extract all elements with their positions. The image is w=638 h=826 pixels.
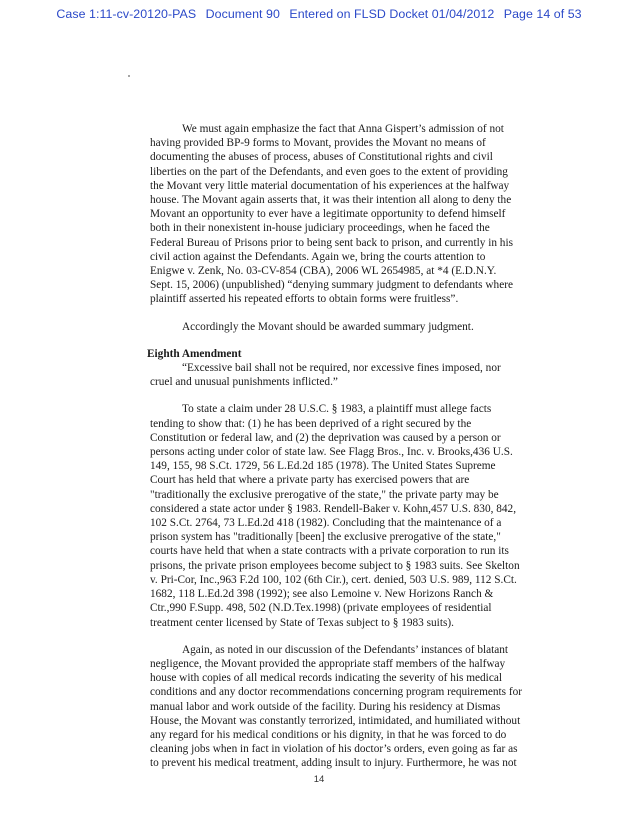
scan-speck <box>128 75 130 77</box>
court-filing-header <box>0 7 638 21</box>
paragraph-section-1983 <box>150 402 520 629</box>
text-line: “Excessive bail shall not be required, nor excessive fines imposed, nor <box>182 362 501 375</box>
text-line: house with copies of all medical records indicating the severity of his medical <box>150 672 502 685</box>
text-line: 102 S.Ct. 2764, 73 L.Ed.2d 418 (1982). Concluding that the maintenance of a <box>150 517 502 530</box>
paragraph-gispert-admission <box>150 122 513 307</box>
text-line: conditions and any doctor recommendations concerning program requirements for <box>150 686 523 699</box>
text-line: cleaning jobs when in fact in violation of his doctor’s orders, even going as far as <box>150 743 518 756</box>
text-line: Again, as noted in our discussion of the Defendants’ instances of blatant <box>182 643 509 656</box>
case-number: Case 1:11-cv-20120-PAS <box>56 7 197 21</box>
text-line: House, the Movant was constantly terrorized, intimidated, and humiliated without <box>150 714 521 727</box>
page-number: 14 <box>313 774 325 785</box>
text-line: courts have held that when a state contracts with a private corporation to run its <box>150 545 509 558</box>
document-body <box>147 122 523 771</box>
text-line: prison system has "traditionally [been] the exclusive prerogative of the state," <box>150 531 501 544</box>
text-line: "traditionally the exclusive prerogative of the state," the private party may be <box>150 488 499 501</box>
text-line: Movant an opportunity to ever have a legitimate opportunity to defend himself <box>150 208 506 221</box>
text-line: persons acting under color of state law. See Flagg Bros., Inc. v. Brooks,436 U.S. <box>150 446 513 459</box>
paragraph-amendment-quote <box>150 361 510 389</box>
text-line: negligence, the Movant provided the appropriate staff members of the halfway <box>150 657 506 670</box>
text-line: considered a state actor under § 1983. Rendell-Baker v. Kohn,457 U.S. 830, 842, <box>150 502 517 515</box>
text-line: Federal Bureau of Prisons prior to being sent back to prison, and currently in his <box>150 236 513 249</box>
text-line: tending to show that: (1) he has been deprived of a right secured by the <box>150 417 472 430</box>
text-line: Constitution or federal law, and (2) the deprivation was caused by a person or <box>150 431 501 444</box>
text-line: treatment center licensed by State of Texas subject to § 1983 suits). <box>150 616 454 629</box>
docket-entry: Entered on FLSD Docket 01/04/2012 <box>289 7 495 21</box>
text-line: manual labor and work outside of the facility. During his residency at Dismas <box>150 700 501 713</box>
text-line: v. Pri-Cor, Inc.,963 F.2d 100, 102 (6th Cir.), cert. denied, 503 U.S. 989, 112 S.Ct. <box>150 573 517 586</box>
text-line: 149, 155, 98 S.Ct. 1729, 56 L.Ed.2d 185 (1978). The United States Supreme <box>150 460 496 473</box>
text-line: 1682, 118 L.Ed.2d 398 (1992); see also Lemoine v. New Horizons Ranch & <box>150 588 494 601</box>
text-line: Accordingly the Movant should be awarded summary judgment. <box>182 320 474 333</box>
text-line: any regard for his medical conditions or his dignity, in that he was forced to do <box>150 728 507 741</box>
text-line: civil action against the Defendants. Again we, bring the courts attention to <box>150 250 486 263</box>
text-line: Enigwe v. Zenk, No. 03-CV-854 (CBA), 2006 WL 2654985, at *4 (E.D.N.Y. <box>150 265 497 278</box>
text-line: We must again emphasize the fact that Anna Gispert’s admission of not <box>182 123 504 135</box>
text-line: cruel and unusual punishments inflicted.” <box>150 376 338 389</box>
text-line: the Movant very little material documentation of his experiences at the halfway <box>150 179 510 192</box>
text-line: Ctr.,990 F.Supp. 498, 502 (N.D.Tex.1998) (private employees of residential <box>150 602 492 615</box>
document-number: Document 90 <box>205 7 280 21</box>
section-heading: Eighth Amendment <box>147 347 242 360</box>
text-line: having provided BP-9 forms to Movant, provides the Movant no means of <box>150 137 486 150</box>
text-line: documenting the abuses of process, abuses of Constitutional rights and civil <box>150 151 493 164</box>
text-line: Sept. 15, 2006) (unpublished) “denying summary judgment to defendants where <box>150 279 513 292</box>
text-line: both in their nonexistent in-house judiciary proceedings, when he faced the <box>150 222 490 235</box>
paragraph-summary-judgment <box>150 320 510 334</box>
text-line: To state a claim under 28 U.S.C. § 1983, a plaintiff must allege facts <box>182 403 492 416</box>
text-line: to prevent his medical treatment, adding insult to injury. Furthermore, he was not <box>150 757 517 770</box>
text-line: house. The Movant again asserts that, it was their intention all along to deny the <box>150 194 512 207</box>
text-line: plaintiff asserted his repeated efforts to obtain forms were fruitless”. <box>150 293 459 306</box>
paragraph-medical-negligence <box>150 643 523 771</box>
text-line: liberties on the part of the Defendants, and even goes to the extent of providing <box>150 165 508 178</box>
text-line: prisons, the private prison employees become subject to § 1983 suits. See Skelton <box>150 559 520 572</box>
page-indicator: Page 14 of 53 <box>503 7 582 21</box>
text-line: Court has held that where a private party has exercised powers that are <box>150 474 470 487</box>
